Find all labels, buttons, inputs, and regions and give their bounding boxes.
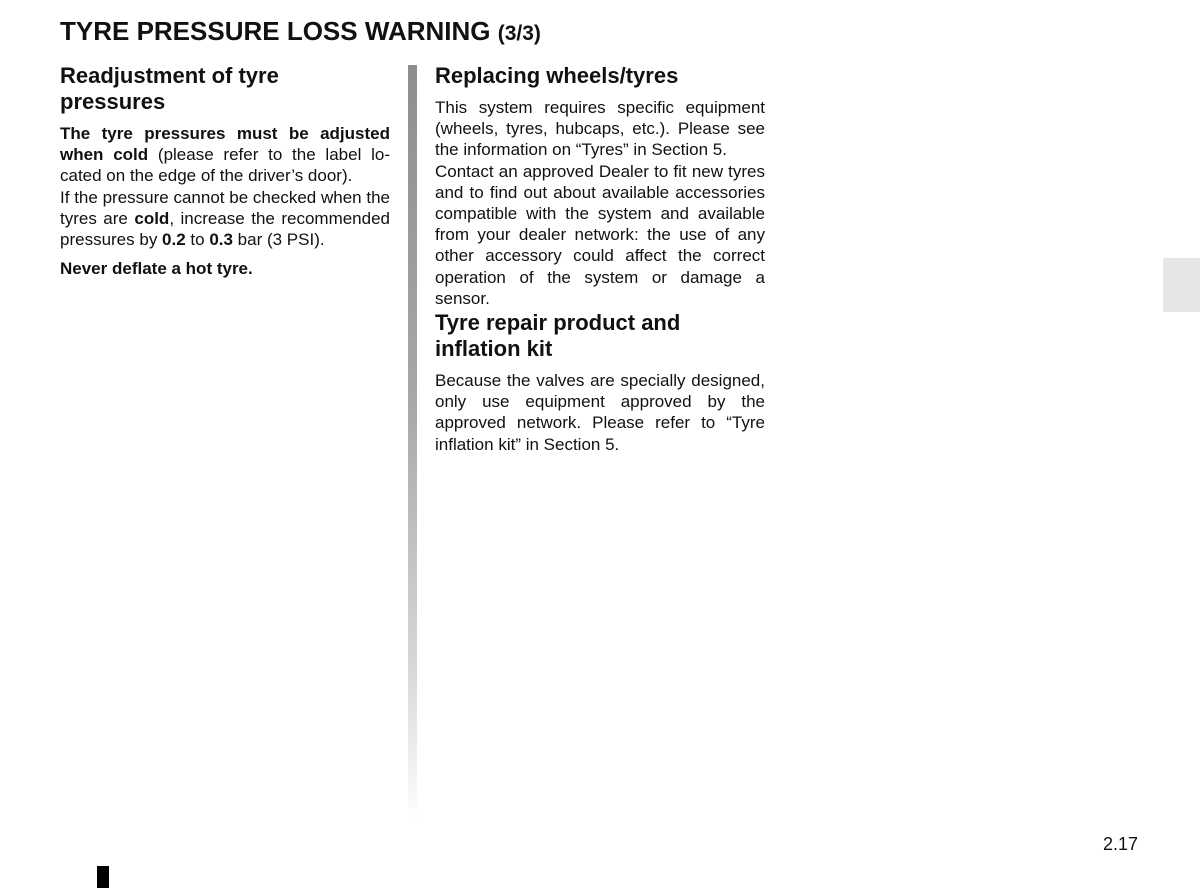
body-text: If the pressure cannot be checked when the tyres are xyxy=(60,187,390,228)
bold-text: 0.2 xyxy=(162,230,186,250)
paragraph-valves: Because the valves are specially designed, only use equipment approved by the approved network. Please refer to “Tyre inflation kit” in Section 5. xyxy=(435,371,765,454)
bold-text: cold xyxy=(134,208,170,228)
body-text: , increase the recommended pressures by xyxy=(60,208,390,250)
body-text: (please refer to the label located on the edge of the driver’s door). xyxy=(60,145,390,186)
section-heading-replacing-wheels: Replacing wheels/tyres xyxy=(435,63,679,88)
body-text: to xyxy=(185,230,210,250)
left-column xyxy=(60,62,390,279)
page-title-text: TYRE PRESSURE LOSS WARNING xyxy=(60,16,491,46)
paragraph-contact-dealer: Contact an approved Dealer to fit new tyres and to find out about available accessories compatible with the system and available from your dealer network: the use of any other accessory could affect the correct operation of the system or damage a sensor. xyxy=(435,161,765,308)
corner-mark xyxy=(97,866,109,888)
bold-text: 0.3 xyxy=(209,230,233,250)
paragraph-adjust-cold xyxy=(60,123,390,187)
right-column xyxy=(435,62,765,455)
body-text: bar (3 PSI). xyxy=(232,230,325,250)
bold-text: Never deflate a hot tyre. xyxy=(60,259,253,279)
section-heading-readjustment: Readjustment of tyre pressures xyxy=(60,63,279,114)
column-divider xyxy=(408,65,417,820)
bold-text: The tyre pressures must be adjusted when cold xyxy=(60,124,390,165)
paragraph-increase-pressure xyxy=(60,187,390,251)
paragraph-specific-equipment: This system requires specific equipment (wheels, tyres, hubcaps, etc.). Please see the information on “Tyres” in Section 5. xyxy=(435,98,765,160)
page-title xyxy=(60,16,541,47)
paragraph-never-deflate xyxy=(60,258,390,279)
page-count: (3/3) xyxy=(497,22,541,45)
page-number: 2.17 xyxy=(1103,834,1139,854)
section-heading-repair-kit: Tyre repair product and inflation kit xyxy=(435,310,681,362)
section-thumb-tab xyxy=(1163,258,1200,312)
